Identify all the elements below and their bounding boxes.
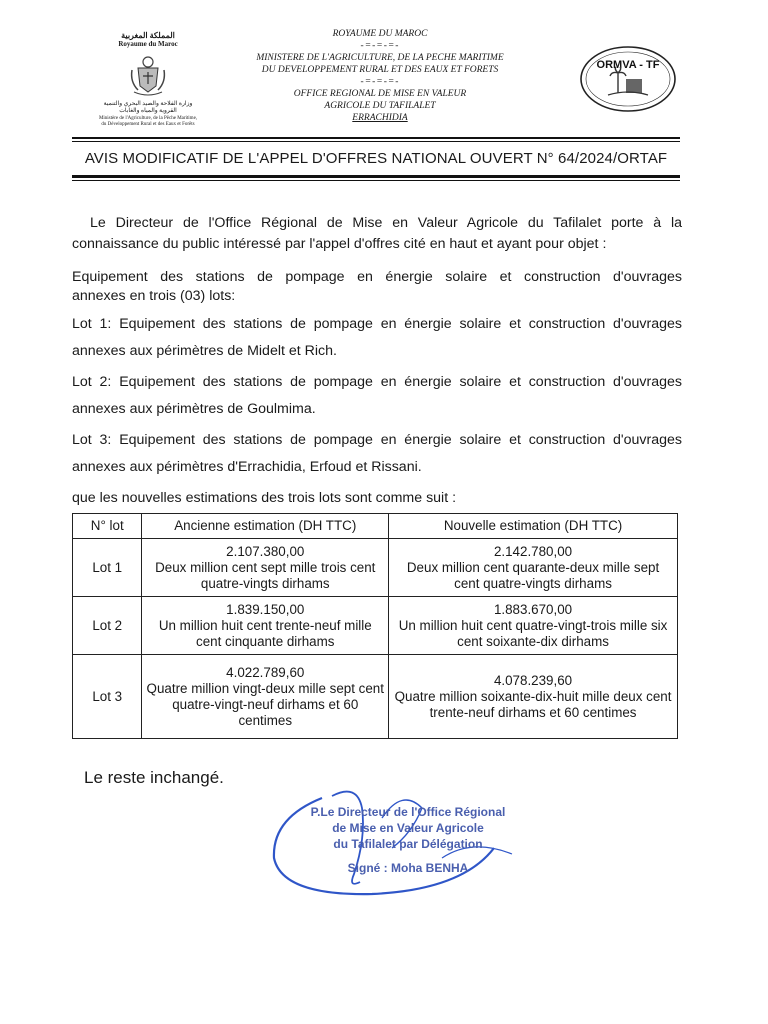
- old-words: Un million huit cent trente-neuf mille cent cinquante dirhams: [158, 617, 372, 649]
- table-row: [73, 539, 678, 597]
- old-estimation-cell: [142, 597, 389, 655]
- header-old-estimation: Ancienne estimation (DH TTC): [142, 514, 389, 539]
- top-rule-thin: [72, 141, 680, 142]
- lot-1-paragraph: [72, 314, 682, 362]
- lot-cell: Lot 1: [73, 539, 142, 597]
- lot-2-line-2: annexes aux périmètres de Goulmima.: [72, 401, 316, 417]
- intro-paragraph: [72, 213, 682, 255]
- emblem-arabic-text: المملكة المغربية: [121, 31, 175, 40]
- kingdom-emblem-block: [98, 32, 198, 128]
- object-paragraph: [72, 268, 682, 306]
- bottom-rule-thin: [72, 180, 680, 181]
- lot-1-line-1: Equipement des stations de pompage en énergie solaire et construction d'ouvrages: [111, 316, 682, 332]
- new-estimation-cell: [389, 655, 678, 739]
- emblem-ministry-ar: وزارة الفلاحة والصيد البحري والتنمية القروية والمياه والغابات: [103, 101, 193, 114]
- old-words: Quatre million vingt-deux mille sept cent quatre-vingt-neuf dirhams et 60 centimes: [146, 680, 384, 728]
- lot-2-label: Lot 2:: [72, 374, 112, 390]
- office-line-3: ERRACHIDIA: [352, 113, 408, 123]
- old-amount: 4.022.789,60: [226, 664, 305, 680]
- new-words: Quatre million soixante-dix-huit mille deux cent trente-neuf dirhams et 60 centimes: [394, 688, 672, 720]
- old-amount: 1.839.150,00: [226, 601, 305, 617]
- table-row: [73, 655, 678, 739]
- new-estimation-cell: [389, 597, 678, 655]
- lot-3-label: Lot 3:: [72, 432, 112, 448]
- lot-2-paragraph: [72, 372, 682, 420]
- object-line-1: Equipement des stations de pompage en énergie solaire et construction d'ouvrages: [72, 269, 682, 285]
- header-lot: N° lot: [73, 514, 142, 539]
- closing-remark: Le reste inchangé.: [84, 768, 224, 787]
- table-header-row: [73, 514, 678, 539]
- kingdom-line: ROYAUME DU MAROC: [332, 29, 428, 39]
- top-rule: [72, 137, 680, 139]
- estimation-table: [72, 513, 678, 739]
- stamp-line-2: de Mise en Valeur Agricole: [332, 821, 484, 835]
- stamp-line-3: du Tafilalet par Délégation: [333, 837, 483, 851]
- new-amount: 2.142.780,00: [493, 543, 573, 559]
- lot-2-line-1: Equipement des stations de pompage en énergie solaire et construction d'ouvrages: [111, 374, 682, 390]
- building-icon: [626, 79, 642, 93]
- document-title: AVIS MODIFICATIF DE L'APPEL D'OFFRES NATIONAL OUVERT N° 64/2024/ORTAF: [84, 150, 668, 167]
- new-amount: 1.883.670,00: [493, 601, 573, 617]
- lot-cell: Lot 3: [73, 655, 142, 739]
- old-words: Deux million cent sept mille trois cent quatre-vingts dirhams: [155, 559, 376, 591]
- intro-line-1: Le Directeur de l'Office Régional de Mise en Valeur Agricole du Tafilalet porte à la: [90, 215, 682, 231]
- table-intro: que les nouvelles estimations des trois lots sont comme suit :: [72, 490, 457, 506]
- lot-3-line-2: annexes aux périmètres d'Errachidia, Erfoud et Rissani.: [72, 459, 422, 475]
- signature-stamp: [298, 804, 518, 876]
- new-words: Deux million cent quarante-deux mille sept cent quatre-vingts dirhams: [406, 559, 660, 591]
- office-line-2: AGRICOLE DU TAFILALET: [324, 101, 436, 111]
- royal-crest-icon: [126, 52, 170, 96]
- office-line-1: OFFICE REGIONAL DE MISE EN VALEUR: [293, 89, 467, 99]
- old-amount: 2.107.380,00: [226, 543, 305, 559]
- emblem-ministry-fr: Ministère de l'Agriculture, de la Pêche Maritime, du Développement Rural et des Eaux et Forêts: [98, 116, 198, 127]
- stamp-line-1: P.Le Directeur de l'Office Régional: [310, 805, 506, 819]
- new-estimation-cell: [389, 539, 678, 597]
- table-row: [73, 597, 678, 655]
- emblem-french-text: Royaume du Maroc: [118, 40, 178, 48]
- header-separator: -=-=-=-: [360, 41, 400, 51]
- lot-cell: Lot 2: [73, 597, 142, 655]
- ormva-logo: [578, 43, 678, 115]
- bottom-rule: [72, 175, 680, 178]
- lot-3-line-1: Equipement des stations de pompage en énergie solaire et construction d'ouvrages: [111, 432, 682, 448]
- header-institution: [230, 28, 530, 124]
- lot-1-line-2: annexes aux périmètres de Midelt et Rich.: [72, 343, 337, 359]
- new-words: Un million huit cent quatre-vingt-trois mille six cent soixante-dix dirhams: [398, 617, 668, 649]
- lot-3-paragraph: [72, 430, 682, 478]
- header-separator-2: -=-=-=-: [360, 77, 400, 87]
- intro-line-2: connaissance du public intéressé par l'appel d'offres cité en haut et ayant pour objet :: [72, 236, 607, 252]
- old-estimation-cell: [142, 539, 389, 597]
- stamp-line-4: Signé : Moha BENHA: [347, 861, 469, 875]
- ministry-line-1: MINISTERE DE L'AGRICULTURE, DE LA PECHE MARITIME: [256, 53, 504, 63]
- new-amount: 4.078.239,60: [493, 672, 573, 688]
- lot-1-label: Lot 1:: [72, 316, 112, 332]
- object-line-2: annexes en trois (03) lots:: [72, 288, 236, 304]
- old-estimation-cell: [142, 655, 389, 739]
- ministry-line-2: DU DEVELOPPEMENT RURAL ET DES EAUX ET FORETS: [261, 65, 499, 75]
- header-new-estimation: Nouvelle estimation (DH TTC): [389, 514, 678, 539]
- ormva-logo-text: ORMVA - TF: [596, 59, 660, 71]
